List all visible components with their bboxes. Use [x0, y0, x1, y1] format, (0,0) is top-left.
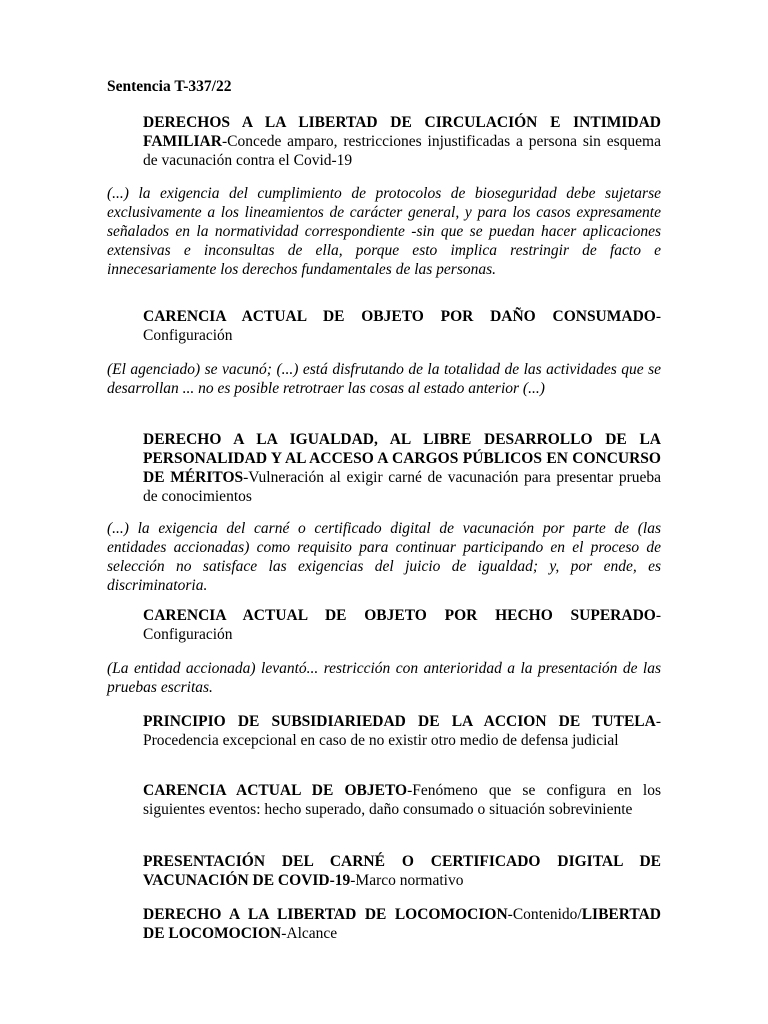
- heading-3-description: -Vulneración al exigir carné de vacunación para presentar prueba de conocimientos: [143, 469, 661, 505]
- heading-3-topic: DERECHO A LA IGUALDAD, AL LIBRE DESARROLLO DE LA PERSONALIDAD Y AL ACCESO A CARGOS PÚBLICOS EN CONCURSO DE MÉRITOS: [143, 431, 661, 486]
- quote-3: (...) la exigencia del carné o certificado digital de vacunación por parte de (las entidades accionadas) como requisito para continuar participando en el proceso de selección no satisface las exigencias del juicio de igualdad; y, por ende, es discriminatoria.: [107, 520, 661, 594]
- heading-5-description: -Procedencia excepcional en caso de no existir otro medio de defensa judicial: [143, 713, 661, 749]
- heading-2-description: -Configuración: [143, 308, 661, 344]
- heading-2: [143, 307, 661, 345]
- heading-7-topic: PRESENTACIÓN DEL CARNÉ O CERTIFICADO DIGITAL DE VACUNACIÓN DE COVID-19: [143, 853, 661, 889]
- heading-7: [143, 852, 661, 890]
- heading-2-topic: CARENCIA ACTUAL DE OBJETO POR DAÑO CONSUMADO: [143, 308, 656, 325]
- heading-5: [143, 712, 661, 750]
- heading-1-description: -Concede amparo, restricciones injustificadas a persona sin esquema de vacunación contra el Covid-19: [143, 133, 661, 169]
- heading-8-topic-2: LIBERTAD DE LOCOMOCION: [143, 906, 661, 942]
- heading-4-topic: CARENCIA ACTUAL DE OBJETO POR HECHO SUPERADO: [143, 607, 656, 624]
- heading-1: [143, 113, 661, 170]
- quote-1: (...) la exigencia del cumplimiento de protocolos de bioseguridad debe sujetarse exclusivamente a los lineamientos de carácter general, y para los casos expresamente señalados en la normatividad correspondiente -sin que se puedan hacer aplicaciones extensivas e inconsultas de ella, porque esto implica restringir de facto e innecesariamente los derechos fundamentales de las personas.: [107, 185, 661, 278]
- heading-7-description: -Marco normativo: [350, 872, 464, 889]
- heading-6-topic: CARENCIA ACTUAL DE OBJETO: [143, 782, 408, 799]
- heading-1-topic: DERECHOS A LA LIBERTAD DE CIRCULACIÓN E INTIMIDAD FAMILIAR: [143, 114, 661, 150]
- heading-6: [143, 781, 661, 819]
- quote-2: (El agenciado) se vacunó; (...) está disfrutando de la totalidad de las actividades que se desarrollan ... no es posible retrotraer las cosas al estado anterior (...): [107, 361, 661, 397]
- case-title: Sentencia T-337/22: [107, 78, 232, 95]
- heading-8-topic: DERECHO A LA LIBERTAD DE LOCOMOCION: [143, 906, 508, 923]
- heading-8-description: -Contenido/: [507, 906, 582, 923]
- heading-6-description: -Fenómeno que se configura en los siguientes eventos: hecho superado, daño consumado o situación sobreviniente: [143, 782, 661, 818]
- heading-4: [143, 606, 661, 644]
- heading-8: [143, 905, 661, 943]
- heading-4-description: -Configuración: [143, 607, 661, 643]
- heading-5-topic: PRINCIPIO DE SUBSIDIARIEDAD DE LA ACCION DE TUTELA: [143, 713, 656, 730]
- heading-3: [143, 430, 661, 506]
- heading-8-description-2: -Alcance: [281, 925, 338, 942]
- quote-4: (La entidad accionada) levantó... restricción con anterioridad a la presentación de las pruebas escritas.: [107, 660, 661, 696]
